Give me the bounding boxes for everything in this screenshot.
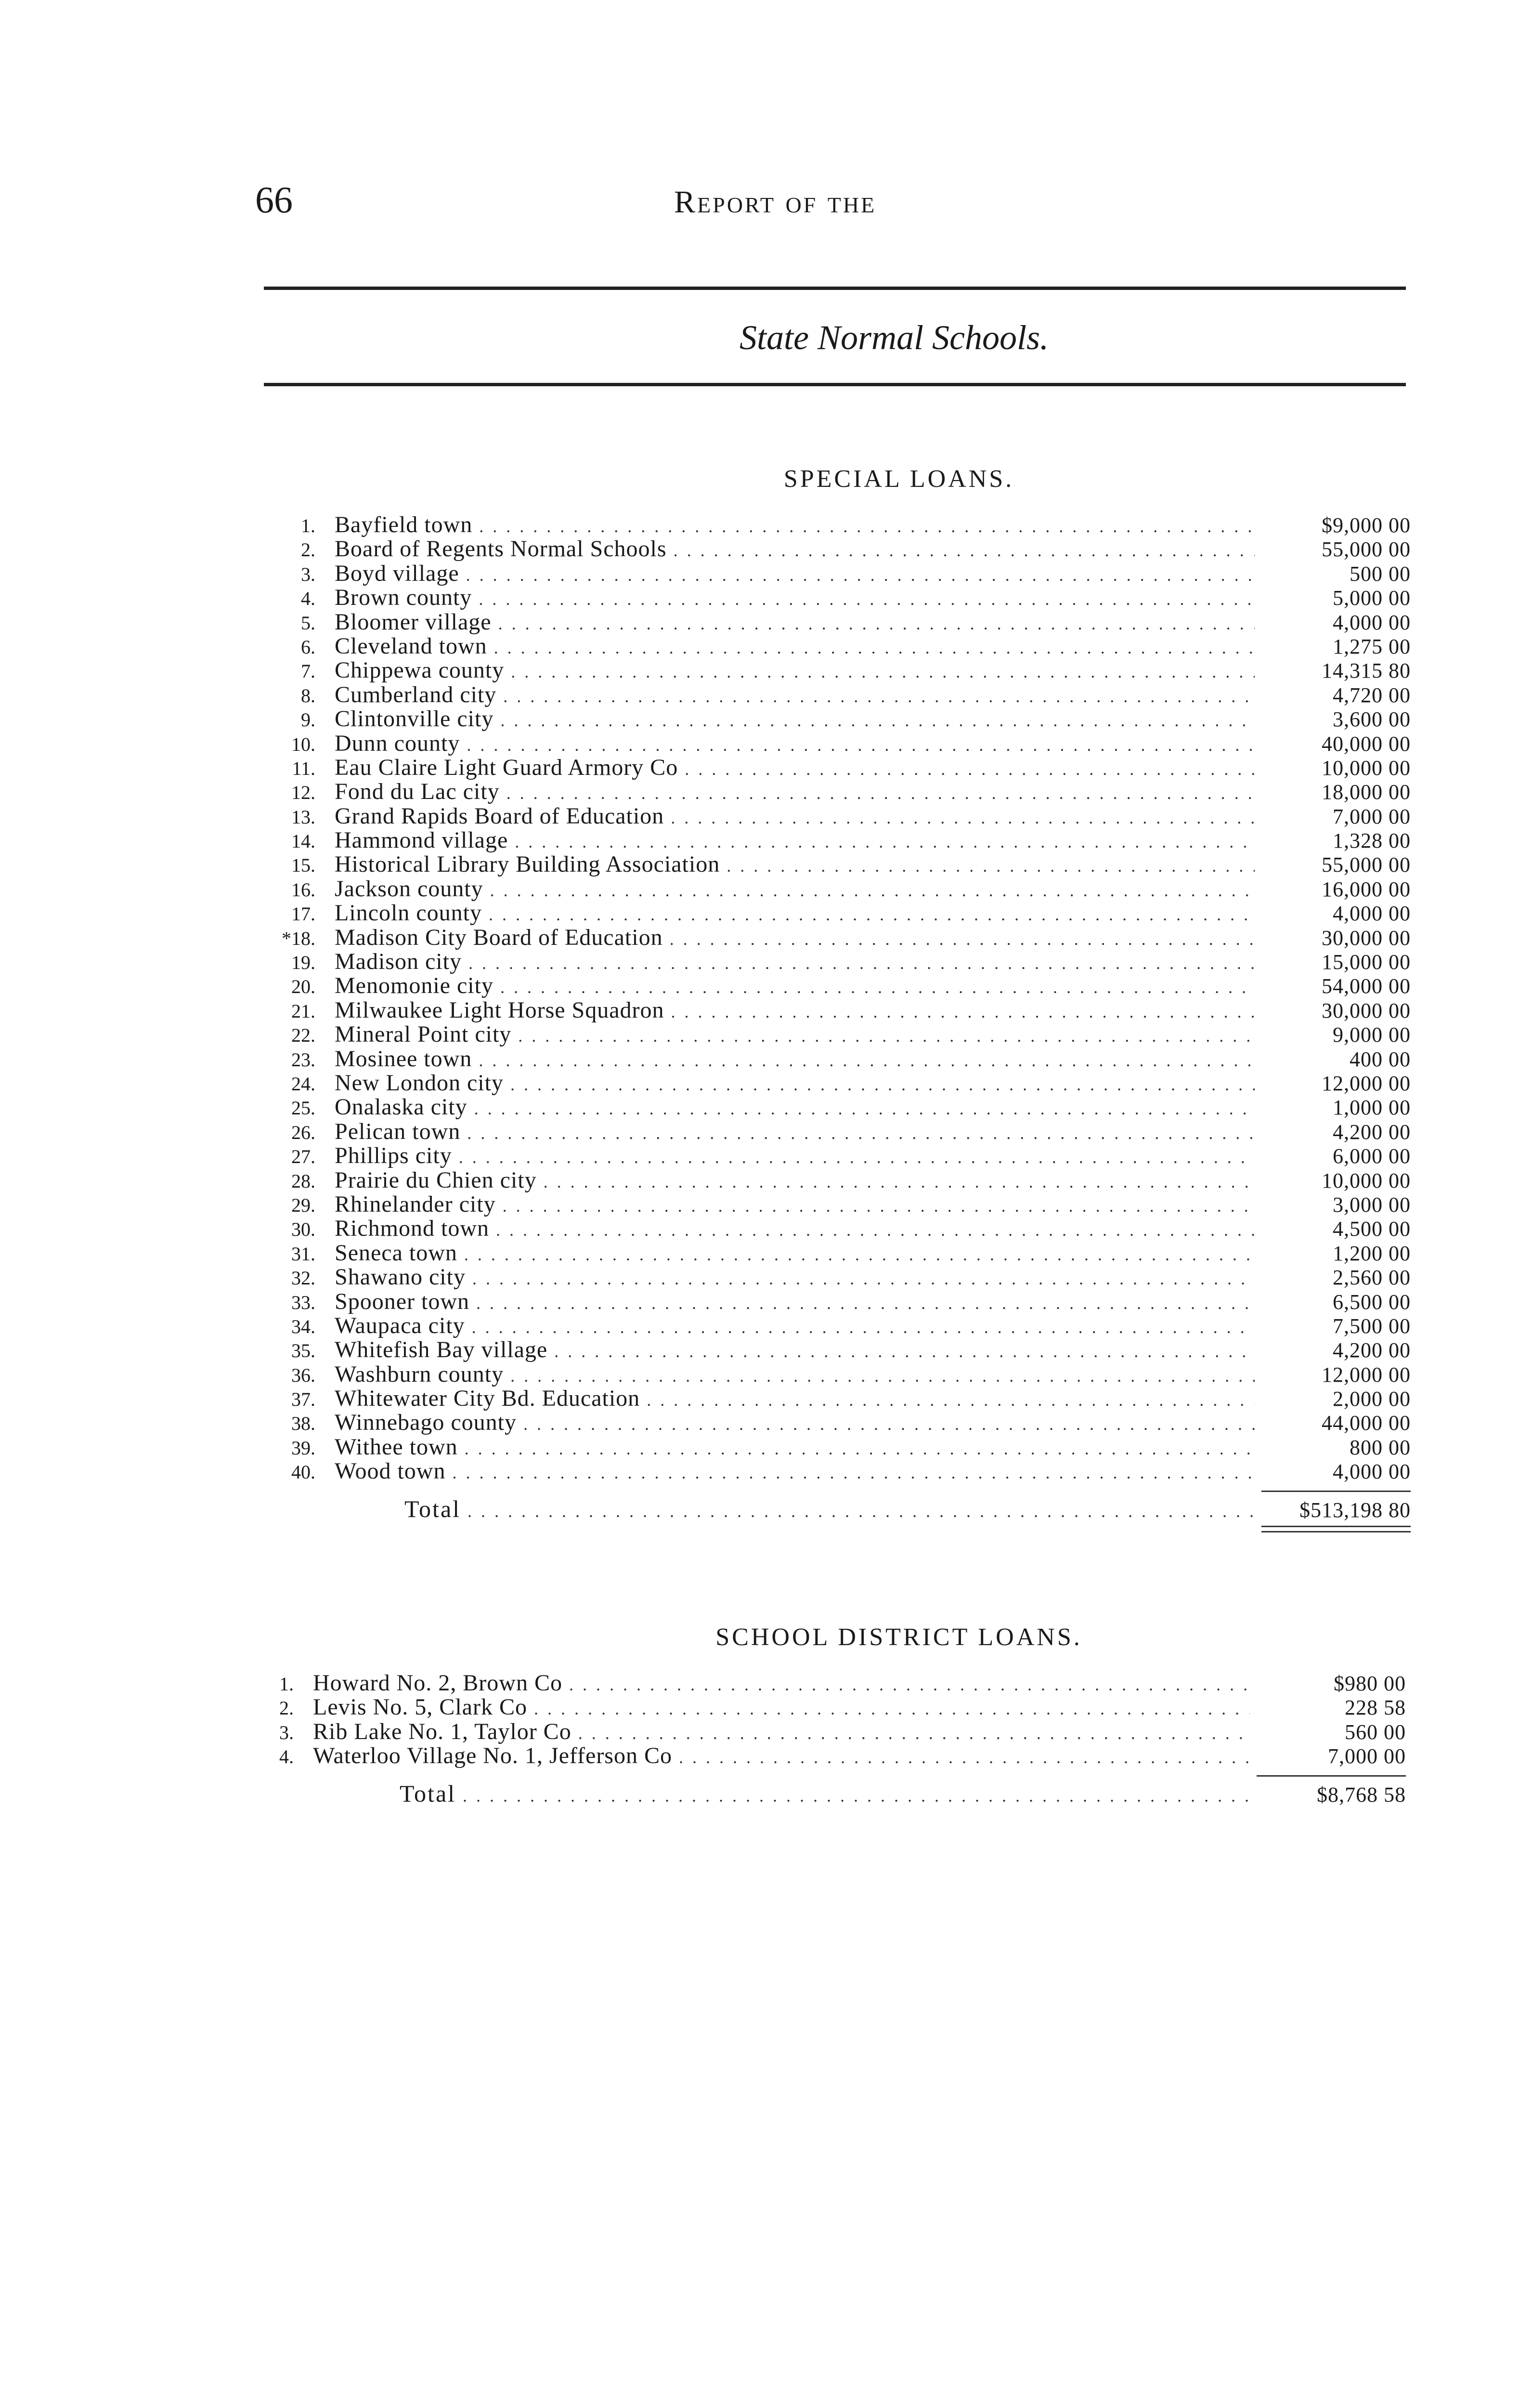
- table-row: [260, 1168, 1411, 1192]
- row-amount: 4,200 00: [1333, 1120, 1411, 1144]
- table-row: [260, 732, 1411, 756]
- dot-leader: [490, 878, 1255, 903]
- table-row: [255, 1695, 1406, 1719]
- special-loans-table: [260, 513, 1411, 1532]
- table-row: [260, 1192, 1411, 1217]
- section-title: State Normal Schools.: [740, 318, 1049, 357]
- row-number: 9.: [301, 709, 315, 731]
- dot-leader: [510, 1364, 1255, 1388]
- row-number: 20.: [291, 976, 315, 998]
- total-label: Total: [404, 1495, 461, 1522]
- page-number: 66: [255, 179, 293, 221]
- row-number: 11.: [292, 757, 315, 779]
- dot-leader: [671, 1000, 1255, 1024]
- row-name: Pelican town: [335, 1118, 461, 1144]
- row-number: 1.: [301, 515, 315, 537]
- dot-leader: [468, 1494, 1255, 1528]
- table-row: [260, 610, 1411, 634]
- row-number: 36.: [291, 1364, 315, 1386]
- row-number: 38.: [291, 1413, 315, 1435]
- row-number: 2.: [301, 539, 315, 561]
- row-number: 10.: [291, 733, 315, 755]
- row-amount: 30,000 00: [1322, 926, 1411, 950]
- row-name: Bloomer village: [335, 609, 492, 635]
- row-name: Onalaska city: [335, 1094, 468, 1120]
- dot-leader: [467, 1121, 1255, 1145]
- row-name: Washburn county: [335, 1361, 504, 1387]
- row-amount: 5,000 00: [1333, 586, 1411, 610]
- table-row: [260, 1095, 1411, 1119]
- table-row: [260, 1022, 1411, 1047]
- row-name: Brown county: [335, 585, 472, 611]
- row-amount: 16,000 00: [1322, 877, 1411, 901]
- dot-leader: [515, 830, 1255, 854]
- table-row: [260, 1362, 1411, 1387]
- table-row: [260, 828, 1411, 852]
- row-number: 23.: [291, 1048, 315, 1071]
- row-amount: 14,315 80: [1322, 659, 1411, 683]
- table-row: [260, 1047, 1411, 1071]
- district-total-row: [255, 1777, 1406, 1810]
- dot-leader: [503, 684, 1255, 708]
- dot-leader: [496, 1218, 1255, 1242]
- dot-leader: [472, 1315, 1255, 1339]
- dot-leader: [494, 636, 1255, 660]
- dot-leader: [569, 1673, 1250, 1697]
- table-row: [260, 852, 1411, 877]
- header-rule-bottom: [264, 383, 1406, 386]
- running-head: Report of the: [674, 184, 877, 220]
- row-number: 24.: [291, 1073, 315, 1095]
- row-name: Boyd village: [335, 560, 459, 586]
- header-rule-top: [264, 287, 1406, 290]
- row-number: 7.: [301, 660, 315, 682]
- row-amount: 1,200 00: [1333, 1241, 1411, 1265]
- row-amount: 40,000 00: [1322, 732, 1411, 756]
- dot-leader: [671, 806, 1255, 830]
- row-number: 17.: [291, 903, 315, 925]
- dot-leader: [647, 1388, 1255, 1412]
- row-amount: 54,000 00: [1322, 974, 1411, 998]
- table-row: [260, 1071, 1411, 1095]
- table-row: [260, 1290, 1411, 1314]
- row-number: 13.: [291, 806, 315, 828]
- row-name: Cumberland city: [335, 681, 497, 707]
- row-amount: 4,720 00: [1333, 683, 1411, 707]
- row-name: Whitewater City Bd. Education: [335, 1386, 640, 1412]
- dot-leader: [472, 1267, 1255, 1291]
- dot-leader: [544, 1170, 1255, 1194]
- row-amount: 30,000 00: [1322, 998, 1411, 1022]
- row-name: Mineral Point city: [335, 1021, 512, 1047]
- table-row: [260, 1217, 1411, 1241]
- row-name: Dunn county: [335, 730, 460, 756]
- row-name: Historical Library Building Association: [335, 851, 720, 877]
- dot-leader: [466, 563, 1255, 587]
- table-row: [260, 998, 1411, 1022]
- table-row: [255, 1720, 1406, 1744]
- table-row: [260, 1411, 1411, 1435]
- row-number: 4.: [301, 588, 315, 610]
- total-amount: $8,768 58: [1317, 1782, 1406, 1806]
- row-name: Madison city: [335, 949, 462, 975]
- row-number: 21.: [291, 1000, 315, 1022]
- row-amount: $980 00: [1334, 1672, 1406, 1695]
- row-amount: 3,000 00: [1333, 1192, 1411, 1217]
- table-row: [260, 707, 1411, 731]
- row-amount: 4,000 00: [1333, 610, 1411, 634]
- table-row: [260, 1338, 1411, 1362]
- row-number: 34.: [291, 1315, 315, 1337]
- page-header: [255, 178, 1411, 236]
- row-name: Grand Rapids Board of Education: [335, 803, 664, 829]
- table-row: [260, 1265, 1411, 1289]
- row-amount: 10,000 00: [1322, 1168, 1411, 1192]
- row-number: 16.: [291, 878, 315, 901]
- dot-leader: [479, 587, 1255, 611]
- dot-leader: [452, 1461, 1255, 1485]
- dot-leader: [479, 514, 1255, 538]
- row-name: Milwaukee Light Horse Squadron: [335, 997, 664, 1023]
- dot-leader: [578, 1721, 1250, 1745]
- dot-leader: [670, 927, 1255, 951]
- row-amount: 18,000 00: [1322, 780, 1411, 804]
- row-number: 12.: [291, 782, 315, 804]
- dot-leader: [463, 1779, 1250, 1813]
- row-amount: 800 00: [1350, 1435, 1411, 1459]
- table-row: [260, 780, 1411, 804]
- row-name: Clintonville city: [335, 706, 494, 732]
- row-number: 37.: [291, 1388, 315, 1411]
- row-number: 2.: [279, 1697, 294, 1719]
- table-row: [260, 1144, 1411, 1168]
- row-number: 39.: [291, 1437, 315, 1459]
- dot-leader: [467, 733, 1255, 757]
- table-row: [255, 1671, 1406, 1695]
- dot-leader: [474, 1097, 1255, 1121]
- table-row: [260, 901, 1411, 925]
- row-amount: 4,000 00: [1333, 1460, 1411, 1484]
- row-name: Seneca town: [335, 1240, 457, 1266]
- row-name: Richmond town: [335, 1216, 489, 1242]
- row-amount: 44,000 00: [1322, 1411, 1411, 1435]
- row-amount: 55,000 00: [1322, 853, 1411, 877]
- row-amount: 15,000 00: [1322, 950, 1411, 974]
- row-number: 1.: [279, 1673, 294, 1695]
- row-amount: 12,000 00: [1322, 1071, 1411, 1095]
- total-label: Total: [400, 1780, 456, 1807]
- school-district-loans-table: [255, 1671, 1406, 1810]
- dot-leader: [465, 1437, 1255, 1461]
- row-number: 19.: [291, 952, 315, 974]
- row-amount: 560 00: [1345, 1720, 1406, 1744]
- dot-leader: [518, 1024, 1255, 1048]
- table-row: [260, 926, 1411, 950]
- row-name: Madison City Board of Education: [335, 924, 663, 950]
- table-row: [260, 1241, 1411, 1265]
- row-number: *18.: [282, 927, 315, 949]
- dot-leader: [468, 951, 1255, 975]
- total-amount: $513,198 80: [1299, 1498, 1411, 1522]
- row-amount: 228 58: [1345, 1696, 1406, 1720]
- row-number: 27.: [291, 1146, 315, 1168]
- row-amount: 400 00: [1350, 1047, 1411, 1071]
- row-name: Board of Regents Normal Schools: [335, 536, 667, 562]
- row-number: 3.: [279, 1721, 294, 1743]
- special-total-row: [260, 1492, 1411, 1526]
- row-name: Cleveland town: [335, 633, 487, 659]
- row-name: Bayfield town: [335, 512, 473, 537]
- special-loans-heading: SPECIAL LOANS.: [783, 465, 1014, 493]
- dot-leader: [685, 757, 1255, 781]
- row-number: 28.: [291, 1170, 315, 1192]
- row-name: Winnebago county: [335, 1410, 517, 1436]
- row-name: Rhinelander city: [335, 1191, 496, 1217]
- row-number: 26.: [291, 1121, 315, 1143]
- row-number: 5.: [301, 612, 315, 634]
- table-row: [260, 634, 1411, 658]
- table-row: [260, 1435, 1411, 1459]
- table-row: [260, 974, 1411, 998]
- table-row: [260, 950, 1411, 974]
- dot-leader: [511, 660, 1255, 684]
- row-name: Rib Lake No. 1, Taylor Co: [313, 1718, 572, 1744]
- row-number: 35.: [291, 1340, 315, 1362]
- row-name: Jackson county: [335, 876, 483, 902]
- row-number: 29.: [291, 1194, 315, 1216]
- row-name: Howard No. 2, Brown Co: [313, 1670, 562, 1696]
- table-row: [260, 1387, 1411, 1411]
- row-amount: 2,000 00: [1333, 1387, 1411, 1411]
- row-amount: 2,560 00: [1333, 1266, 1411, 1290]
- row-name: Lincoln county: [335, 900, 482, 926]
- dot-leader: [498, 612, 1255, 636]
- dot-leader: [523, 1412, 1255, 1436]
- table-row: [260, 562, 1411, 586]
- row-name: Eau Claire Light Guard Armory Co: [335, 754, 678, 780]
- row-name: Chippewa county: [335, 657, 505, 683]
- row-amount: 1,328 00: [1333, 829, 1411, 853]
- table-row: [260, 1459, 1411, 1483]
- row-number: 14.: [291, 830, 315, 852]
- row-number: 4.: [279, 1746, 294, 1768]
- table-row: [260, 683, 1411, 707]
- table-row: [260, 804, 1411, 828]
- row-name: Prairie du Chien city: [335, 1167, 537, 1193]
- table-row: [260, 537, 1411, 561]
- row-amount: 55,000 00: [1322, 537, 1411, 562]
- row-number: 31.: [291, 1243, 315, 1265]
- dot-leader: [727, 854, 1255, 878]
- table-row: [255, 1744, 1406, 1768]
- row-amount: 6,000 00: [1333, 1144, 1411, 1168]
- dot-leader: [507, 781, 1255, 805]
- row-name: Menomonie city: [335, 973, 494, 999]
- row-amount: 4,200 00: [1333, 1338, 1411, 1362]
- row-amount: 4,000 00: [1333, 902, 1411, 926]
- row-name: Shawano city: [335, 1264, 466, 1290]
- dot-leader: [489, 903, 1255, 927]
- row-name: Waupaca city: [335, 1312, 465, 1338]
- dot-leader: [534, 1697, 1250, 1721]
- table-row: [260, 1120, 1411, 1144]
- dot-leader: [479, 1048, 1255, 1073]
- row-amount: 1,000 00: [1333, 1096, 1411, 1120]
- row-amount: 12,000 00: [1322, 1362, 1411, 1387]
- row-amount: 10,000 00: [1322, 756, 1411, 780]
- dot-leader: [476, 1291, 1255, 1315]
- row-name: Hammond village: [335, 827, 508, 853]
- row-amount: 3,600 00: [1333, 707, 1411, 732]
- table-row: [260, 1314, 1411, 1338]
- row-amount: 1,275 00: [1333, 634, 1411, 658]
- row-name: Spooner town: [335, 1288, 469, 1314]
- row-number: 32.: [291, 1267, 315, 1289]
- dot-leader: [459, 1145, 1255, 1169]
- row-name: Waterloo Village No. 1, Jefferson Co: [313, 1743, 672, 1769]
- row-amount: 500 00: [1350, 562, 1411, 586]
- row-name: New London city: [335, 1070, 504, 1096]
- row-name: Wood town: [335, 1458, 446, 1484]
- dot-leader: [503, 1194, 1255, 1218]
- row-name: Whitefish Bay village: [335, 1337, 548, 1363]
- row-number: 30.: [291, 1218, 315, 1241]
- row-name: Fond du Lac city: [335, 779, 500, 805]
- table-row: [260, 586, 1411, 610]
- row-name: Levis No. 5, Clark Co: [313, 1694, 527, 1720]
- row-number: 15.: [291, 854, 315, 877]
- dot-leader: [464, 1243, 1255, 1267]
- row-number: 33.: [291, 1291, 315, 1313]
- school-district-loans-heading: SCHOOL DISTRICT LOANS.: [715, 1623, 1082, 1651]
- row-amount: 7,000 00: [1328, 1744, 1406, 1768]
- row-number: 40.: [291, 1461, 315, 1483]
- row-amount: 4,500 00: [1333, 1217, 1411, 1241]
- dot-leader: [500, 975, 1255, 999]
- row-amount: $9,000 00: [1322, 513, 1411, 537]
- table-row: [260, 513, 1411, 537]
- row-amount: 7,500 00: [1333, 1314, 1411, 1338]
- table-row: [260, 756, 1411, 780]
- row-name: Phillips city: [335, 1143, 452, 1169]
- table-row: [260, 658, 1411, 682]
- dot-leader: [500, 708, 1255, 733]
- row-number: 25.: [291, 1097, 315, 1119]
- row-number: 6.: [301, 636, 315, 658]
- row-amount: 9,000 00: [1333, 1023, 1411, 1047]
- row-name: Mosinee town: [335, 1046, 472, 1072]
- dot-leader: [554, 1339, 1255, 1363]
- dot-leader: [679, 1745, 1250, 1769]
- row-number: 8.: [301, 684, 315, 707]
- dot-leader: [674, 538, 1255, 563]
- dot-leader: [510, 1073, 1255, 1097]
- row-number: 22.: [291, 1024, 315, 1047]
- row-number: 3.: [301, 563, 315, 585]
- row-name: Withee town: [335, 1434, 458, 1460]
- row-amount: 7,000 00: [1333, 804, 1411, 828]
- table-row: [260, 877, 1411, 901]
- row-amount: 6,500 00: [1333, 1290, 1411, 1314]
